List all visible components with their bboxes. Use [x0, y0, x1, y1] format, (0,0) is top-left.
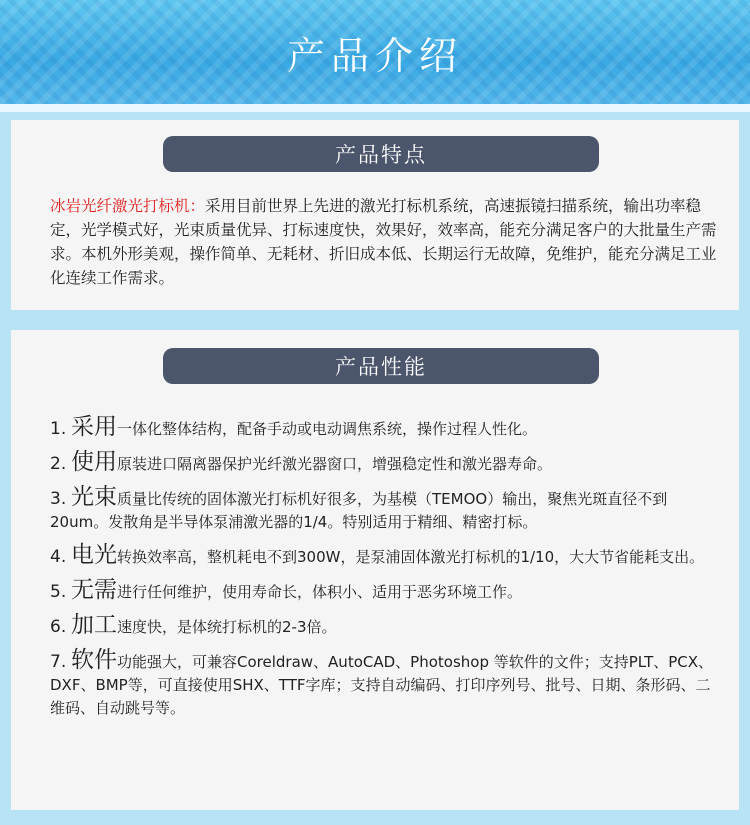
product-name: 冰岩光纤激光打标机： [50, 197, 206, 215]
list-item [50, 451, 720, 476]
list-item [50, 486, 720, 534]
list-item [50, 614, 720, 639]
item-keyword: 加工 [71, 612, 118, 638]
list-item [50, 579, 720, 604]
product-intro [50, 194, 720, 290]
page-title: 产品介绍 [286, 33, 463, 78]
item-text: 功能强大，可兼容Coreldraw、AutoCAD、Photoshop 等软件的文件；支持PLT、PCX、DXF、BMP等，可直接使用SHX、TTF字库；支持自动编码、打印序列号、批号、日期、条形码、二维码、自动跳号等。 [50, 653, 714, 717]
header-banner [0, 0, 750, 112]
item-number: 3. [50, 489, 67, 509]
item-number: 5. [50, 582, 67, 602]
item-text: 进行任何维护，使用寿命长，体积小、适用于恶劣环境工作。 [117, 583, 523, 601]
item-text: 原装进口隔离器保护光纤激光器窗口，增强稳定性和激光器寿命。 [117, 455, 553, 473]
list-item [50, 649, 720, 720]
item-keyword: 软件 [71, 647, 118, 673]
product-description: 采用目前世界上先进的激光打标机系统，高速振镜扫描系统，输出功率稳定，光学模式好，光束质量优异、打标速度快，效果好，效率高，能充分满足客户的大批量生产需求。本机外形美观，操作简单、无耗材、折旧成本低、长期运行无故障，免维护，能充分满足工业化连续工作需求。 [50, 197, 717, 287]
item-keyword: 使用 [71, 449, 118, 475]
item-number: 4. [50, 547, 67, 567]
list-item [50, 544, 720, 569]
item-number: 2. [50, 454, 67, 474]
list-item [50, 416, 720, 441]
item-text: 质量比传统的固体激光打标机好很多，为基模（TEMOO）输出，聚焦光斑直径不到 20um。发散角是半导体泵浦激光器的1/4。特别适用于精细、精密打标。 [50, 490, 668, 531]
performance-list [50, 416, 720, 730]
performance-card [11, 330, 739, 810]
item-keyword: 采用 [71, 414, 118, 440]
section-heading-performance: 产品性能 [163, 348, 599, 384]
item-text: 转换效率高，整机耗电不到300W，是泵浦固体激光打标机的1/10，大大节省能耗支出。 [117, 548, 705, 566]
item-text: 速度快，是体统打标机的2-3倍。 [117, 618, 337, 636]
item-text: 一体化整体结构，配备手动或电动调焦系统，操作过程人性化。 [117, 420, 538, 438]
item-number: 1. [50, 419, 67, 439]
features-card [11, 120, 739, 310]
item-number: 6. [50, 617, 67, 637]
item-keyword: 光束 [71, 484, 118, 510]
item-keyword: 无需 [71, 577, 118, 603]
item-number: 7. [50, 652, 67, 672]
section-heading-features: 产品特点 [163, 136, 599, 172]
item-keyword: 电光 [71, 542, 118, 568]
banner-stripe [0, 104, 750, 112]
